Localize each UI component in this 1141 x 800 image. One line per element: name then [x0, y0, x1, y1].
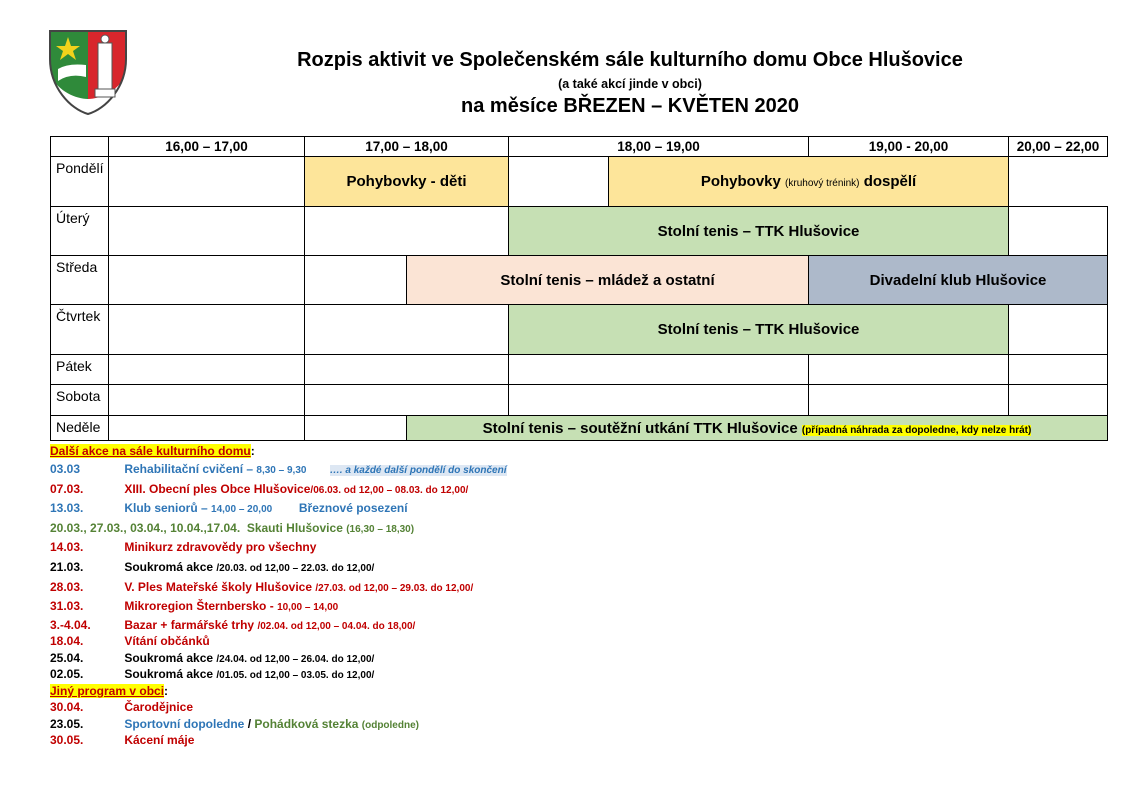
- empty-cell: [109, 305, 305, 355]
- day-row-thursday: [51, 305, 1108, 355]
- event-time: 10,00 – 14,00: [277, 602, 339, 614]
- event-note: …. a každé další pondělí do skončení: [329, 465, 507, 476]
- event-text: Sportovní dopoledne: [124, 716, 245, 731]
- time-slot-header: 18,00 – 19,00: [509, 137, 809, 157]
- event-text: Minikurz zdravovědy pro všechny: [124, 540, 317, 555]
- event-date: 31.03.: [50, 599, 84, 614]
- day-row-wednesday: [51, 256, 1108, 305]
- event-item: [50, 558, 507, 578]
- event-item: [50, 538, 507, 558]
- page-title: Rozpis aktivit ve Společenském sále kulturního domu Obce Hlušovice: [297, 49, 963, 71]
- event-item: [50, 732, 507, 749]
- section-heading: [50, 443, 507, 460]
- day-row-monday: [51, 157, 1108, 207]
- day-row-friday: [51, 355, 1108, 385]
- event-item: [50, 480, 507, 500]
- event-date: 13.03.: [50, 501, 84, 516]
- event-time: /06.03. od 12,00 – 08.03. do 12,00/: [310, 484, 469, 496]
- activity-stolni-tenis-mladez: Stolní tenis – mládež a ostatní: [407, 256, 809, 305]
- event-text: Soukromá akce: [124, 559, 214, 574]
- colon-text: :: [250, 444, 255, 458]
- empty-cell: [1009, 305, 1108, 355]
- event-date: 07.03.: [50, 481, 84, 496]
- empty-cell: [509, 355, 809, 385]
- day-label: Středa: [51, 256, 109, 305]
- event-item: [50, 699, 507, 716]
- event-item: [50, 578, 507, 598]
- event-item: [50, 519, 507, 539]
- empty-cell: [509, 157, 609, 207]
- page-subtitle: (a také akcí jinde v obci): [558, 77, 702, 91]
- empty-cell: [305, 256, 407, 305]
- event-time: /01.05. od 12,00 – 03.05. do 12,00/: [216, 670, 375, 682]
- event-time: 14,00 – 20,00: [211, 504, 273, 516]
- activity-stolni-tenis-ttk: Stolní tenis – TTK Hlušovice: [509, 207, 1009, 256]
- event-extra: Březnové posezení: [298, 501, 408, 516]
- section-heading-text: Další akce na sále kulturního domu: [50, 444, 251, 458]
- event-time: 8,30 – 9,30: [256, 465, 307, 476]
- day-label: Čtvrtek: [51, 305, 109, 355]
- activity-note: (kruhový trénink): [785, 178, 860, 189]
- empty-cell: [109, 256, 305, 305]
- empty-cell: [109, 355, 305, 385]
- section-heading: [50, 683, 507, 700]
- time-header-row: [51, 137, 1108, 157]
- empty-cell: [509, 385, 809, 416]
- event-time: /02.04. od 12,00 – 04.04. do 18,00/: [257, 620, 416, 632]
- event-text: Soukromá akce: [124, 667, 214, 682]
- time-slot-header: 16,00 – 17,00: [109, 137, 305, 157]
- day-label: Neděle: [51, 416, 109, 441]
- activity-souteze: [407, 416, 1108, 441]
- section-heading-text: Jiný program v obci: [50, 683, 165, 698]
- village-coat-of-arms-icon: [48, 29, 128, 116]
- event-text: Rehabilitační cvičení –: [124, 462, 254, 476]
- day-label: Sobota: [51, 385, 109, 416]
- event-date: 30.04.: [50, 700, 84, 715]
- event-item: [50, 716, 507, 733]
- day-row-sunday: [51, 416, 1108, 441]
- time-slot-header: 20,00 – 22,00: [1009, 137, 1108, 157]
- event-date: 3.-4.04.: [50, 617, 91, 632]
- event-date: 18.04.: [50, 634, 84, 649]
- event-date: 23.05.: [50, 716, 84, 731]
- event-item: [50, 499, 507, 519]
- empty-cell: [1009, 207, 1108, 256]
- weekly-schedule-table: [50, 136, 1108, 441]
- event-text: Vítání občánků: [124, 634, 210, 649]
- event-separator: /: [247, 716, 252, 731]
- empty-cell: [305, 355, 509, 385]
- empty-cell: [809, 355, 1009, 385]
- time-slot-header: 17,00 – 18,00: [305, 137, 509, 157]
- event-date: 20.03., 27.03., 03.04., 10.04.,17.04.: [50, 520, 241, 535]
- event-date: 03.03: [50, 462, 81, 476]
- event-time: /27.03. od 12,00 – 29.03. do 12,00/: [315, 582, 474, 594]
- events-list: [50, 443, 507, 749]
- event-date: 25.04.: [50, 650, 84, 665]
- activity-label: Pohybovky: [700, 173, 781, 190]
- time-slot-header: 19,00 - 20,00: [809, 137, 1009, 157]
- event-date: 14.03.: [50, 540, 84, 555]
- event-time: /20.03. od 12,00 – 22.03. do 12,00/: [216, 562, 375, 574]
- empty-cell: [305, 385, 509, 416]
- event-text: Skauti Hlušovice: [246, 520, 343, 535]
- event-date: 02.05.: [50, 667, 84, 682]
- event-date: 28.03.: [50, 579, 84, 594]
- empty-cell: [109, 416, 305, 441]
- event-item: [50, 617, 507, 634]
- empty-cell: [305, 416, 407, 441]
- event-text: Klub seniorů –: [124, 501, 208, 516]
- event-item: [50, 597, 507, 617]
- activity-note: (případná náhrada za dopoledne, kdy nelze hrát): [801, 424, 1032, 436]
- empty-cell: [1009, 355, 1108, 385]
- event-text: Soukromá akce: [124, 650, 214, 665]
- event-date: 21.03.: [50, 559, 84, 574]
- event-time: (16,30 – 18,30): [346, 523, 415, 535]
- empty-cell: [809, 385, 1009, 416]
- event-text: V. Ples Mateřské školy Hlušovice: [124, 579, 313, 594]
- day-label: Pondělí: [51, 157, 109, 207]
- schedule-period: na měsíce BŘEZEN – KVĚTEN 2020: [461, 95, 799, 117]
- activity-pohybovky-dospeli: [609, 157, 1009, 207]
- event-text: XIII. Obecní ples Obce Hlušovice: [124, 481, 311, 496]
- corner-cell: [51, 137, 109, 157]
- event-text-2: Pohádková stezka: [254, 716, 359, 731]
- activity-label: Stolní tenis – soutěžní utkání TTK Hlušovice: [482, 419, 798, 437]
- day-label: Pátek: [51, 355, 109, 385]
- activity-label: dospělí: [863, 173, 917, 190]
- activity-stolni-tenis-ttk: Stolní tenis – TTK Hlušovice: [509, 305, 1009, 355]
- empty-cell: [305, 207, 509, 256]
- event-date: 30.05.: [50, 733, 84, 748]
- event-note: (odpoledne): [361, 719, 419, 731]
- event-text: Kácení máje: [124, 733, 195, 748]
- day-row-tuesday: [51, 207, 1108, 256]
- day-row-saturday: [51, 385, 1108, 416]
- event-item: [50, 633, 507, 650]
- event-item: [50, 666, 507, 683]
- empty-cell: [109, 157, 305, 207]
- empty-cell: [109, 207, 305, 256]
- activity-pohybovky-deti: Pohybovky - děti: [305, 157, 509, 207]
- event-item: [50, 460, 507, 480]
- empty-cell: [1009, 385, 1108, 416]
- event-text: Čarodějnice: [124, 700, 194, 715]
- event-text: Mikroregion Šternbersko -: [124, 599, 274, 614]
- colon-text: :: [164, 683, 169, 698]
- empty-cell: [305, 305, 509, 355]
- event-item: [50, 650, 507, 667]
- empty-cell: [109, 385, 305, 416]
- event-text: Bazar + farmářské trhy: [124, 617, 255, 632]
- day-label: Úterý: [51, 207, 109, 256]
- event-time: /24.04. od 12,00 – 26.04. do 12,00/: [216, 653, 375, 665]
- activity-divadelni-klub: Divadelní klub Hlušovice: [809, 256, 1108, 305]
